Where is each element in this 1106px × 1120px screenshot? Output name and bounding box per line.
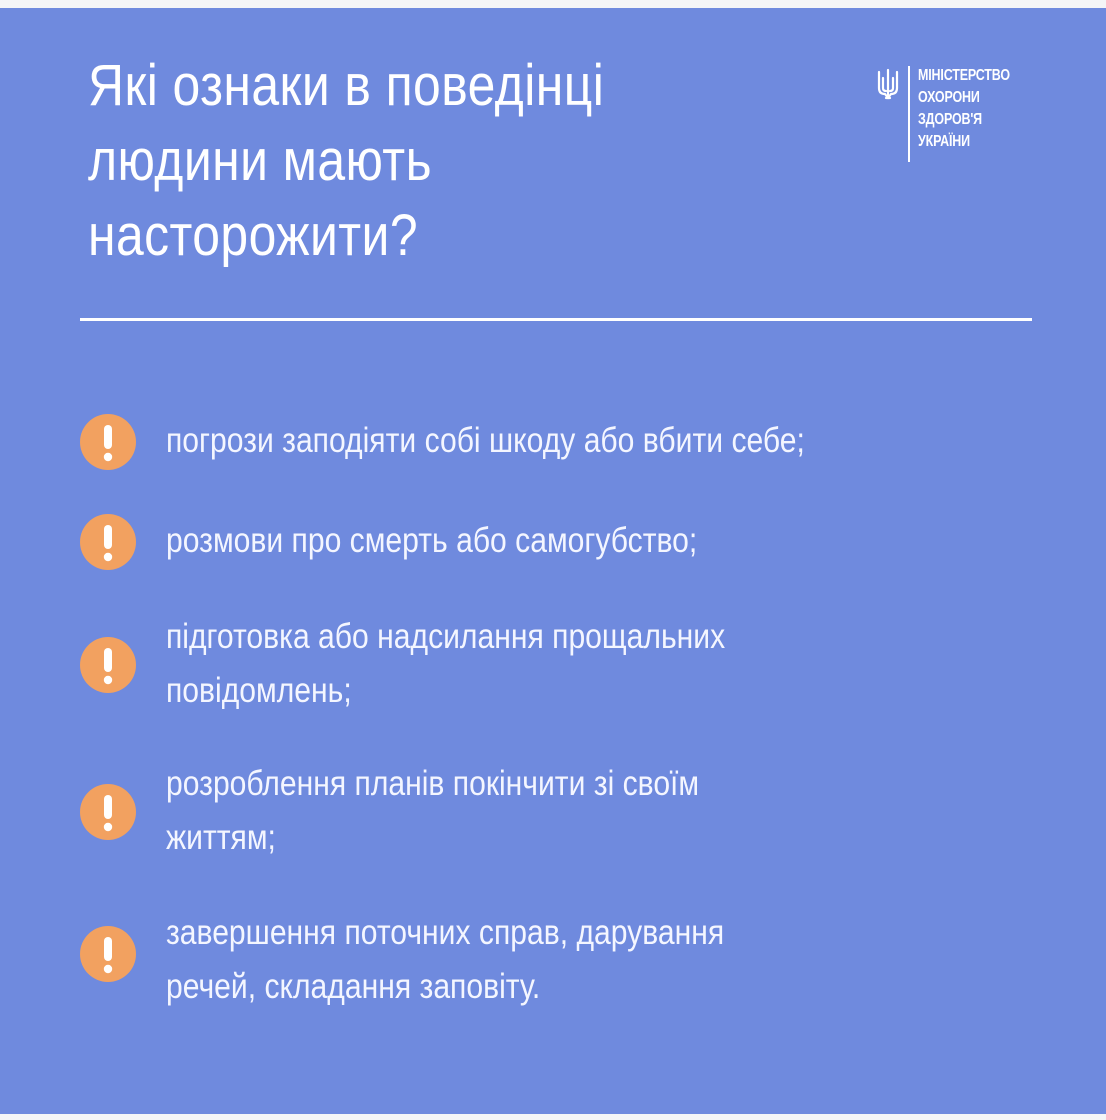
warning-text-line: розмови про смерть або самогубство;: [166, 521, 698, 560]
warning-text-line: речей, складання заповіту.: [166, 967, 541, 1006]
warning-text-line: розроблення планів покінчити зі своїм: [166, 764, 700, 803]
exclamation-icon: [80, 926, 136, 982]
exclamation-icon: [80, 784, 136, 840]
ministry-logo: [876, 66, 1046, 170]
exclamation-icon: [80, 637, 136, 693]
top-border: [0, 0, 1106, 8]
section-divider: [80, 318, 1032, 321]
warning-text-line: підготовка або надсилання прощальних: [166, 617, 726, 656]
headline-line: людини мають: [88, 128, 432, 193]
warning-text-line: життям;: [166, 818, 276, 857]
headline-line: насторожити?: [88, 203, 419, 268]
ministry-name-line: ОХОРОНИ: [918, 89, 980, 106]
warning-text-line: повідомлень;: [166, 671, 352, 710]
warning-text-line: завершення поточних справ, дарування: [166, 913, 725, 952]
headline: [88, 48, 707, 273]
bottom-border: [0, 1114, 1106, 1120]
ministry-name-line: УКРАЇНИ: [918, 133, 970, 150]
warning-text: [166, 414, 805, 468]
warning-text: [166, 514, 697, 568]
ministry-name-line: МІНІСТЕРСТВО: [918, 67, 1010, 84]
warning-text: [166, 906, 724, 1014]
warning-text-line: погрози заподіяти собі шкоду або вбити себе;: [166, 421, 805, 460]
exclamation-icon: [80, 514, 136, 570]
headline-line: Які ознаки в поведінці: [88, 53, 605, 118]
logo-divider: [908, 66, 910, 162]
warning-text: [166, 757, 699, 865]
ministry-name-line: ЗДОРОВ'Я: [918, 111, 982, 128]
exclamation-icon: [80, 414, 136, 470]
warning-text: [166, 610, 725, 718]
ministry-name: [918, 65, 1010, 153]
trident-icon: [876, 68, 900, 102]
